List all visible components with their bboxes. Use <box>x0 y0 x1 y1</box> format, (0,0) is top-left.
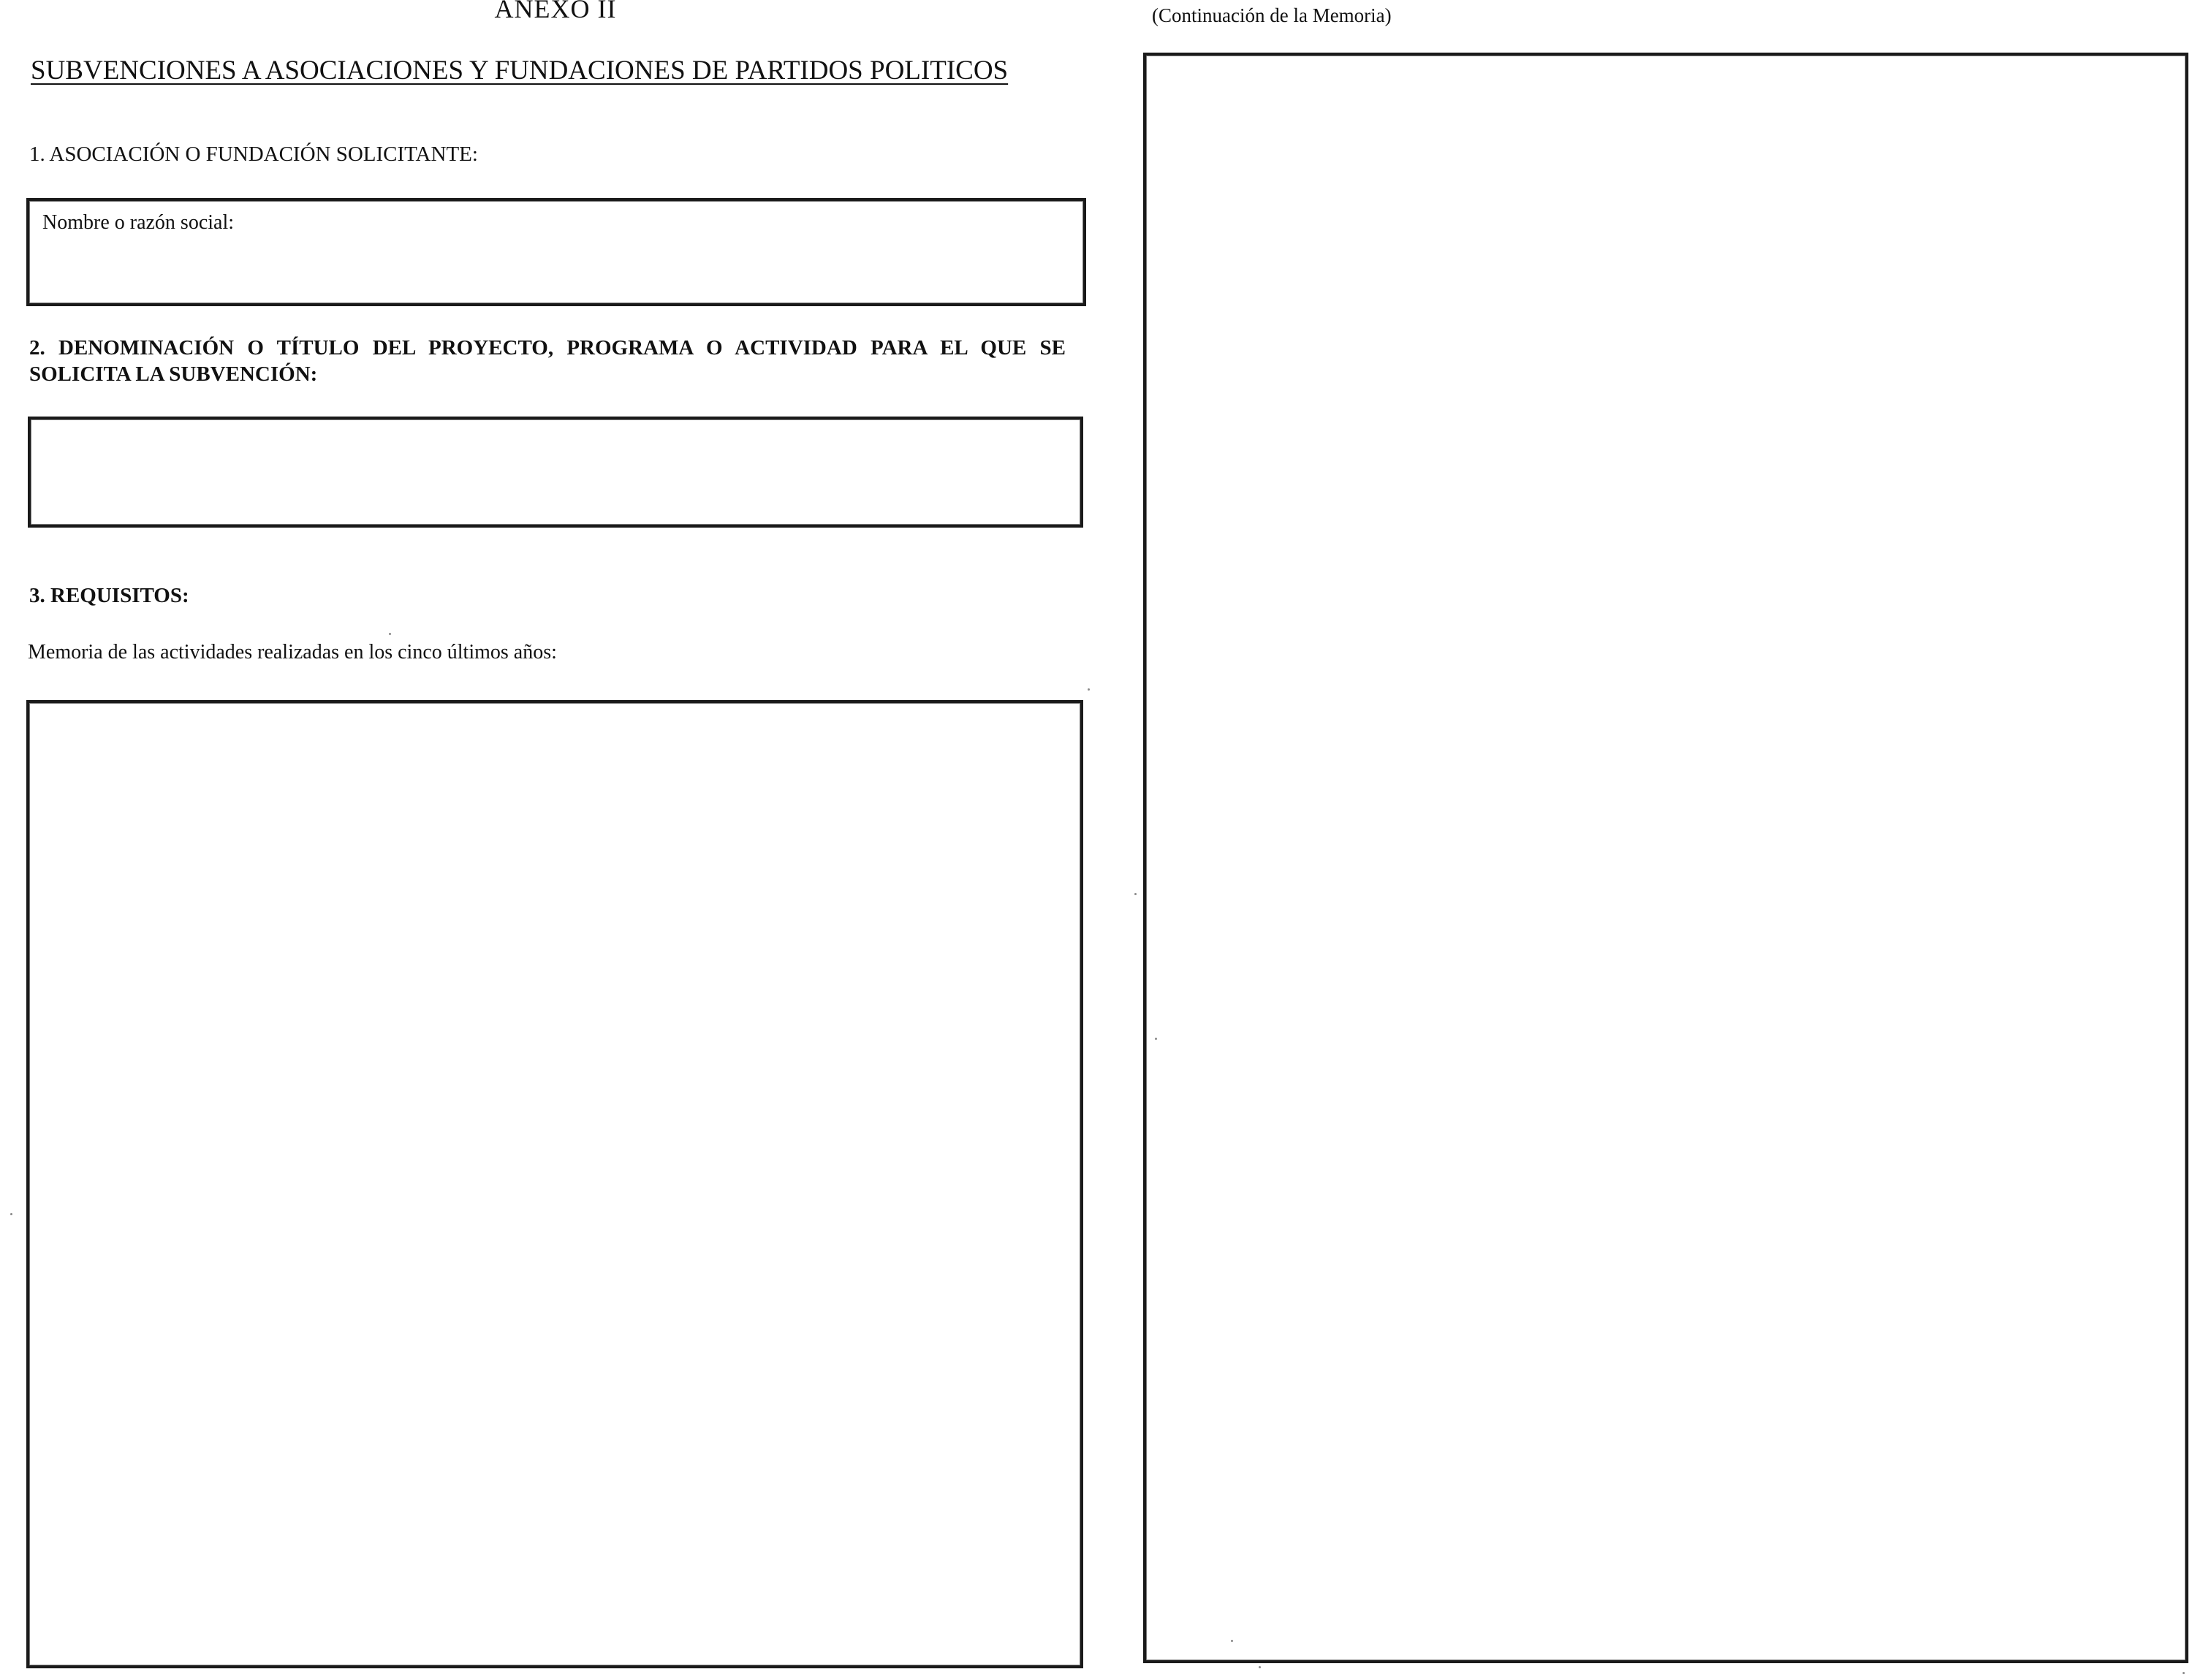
annex-title: ANEXO II <box>494 0 617 23</box>
form-heading: SUBVENCIONES A ASOCIACIONES Y FUNDACIONES DE PARTIDOS POLITICOS <box>31 56 1009 85</box>
scan-speck <box>1134 893 1137 895</box>
section-3-label: 3. REQUISITOS: <box>29 584 189 607</box>
memoria-field[interactable] <box>26 700 1083 1668</box>
continuation-label: (Continuación de la Memoria) <box>1152 4 1392 26</box>
applicant-name-caption: Nombre o razón social: <box>42 211 235 234</box>
section-2-label: 2. DENOMINACIÓN O TÍTULO DEL PROYECTO, PROGRAMA O ACTIVIDAD PARA EL QUE SE SOLICITA LA SUBVENCIÓN: <box>29 336 1066 386</box>
scan-speck <box>1155 1038 1157 1040</box>
scan-speck <box>1259 1666 1261 1668</box>
memoria-label: Memoria de las actividades realizadas en los cinco últimos años: <box>28 641 557 664</box>
scan-speck <box>389 633 391 635</box>
scan-speck <box>2183 1672 2185 1674</box>
scan-speck <box>1088 688 1090 691</box>
memoria-continuation-field[interactable] <box>1143 53 2188 1663</box>
scan-speck <box>10 1213 12 1215</box>
section-1-label: 1. ASOCIACIÓN O FUNDACIÓN SOLICITANTE: <box>29 142 478 166</box>
scan-speck <box>1231 1640 1233 1642</box>
project-title-field[interactable] <box>28 417 1083 528</box>
